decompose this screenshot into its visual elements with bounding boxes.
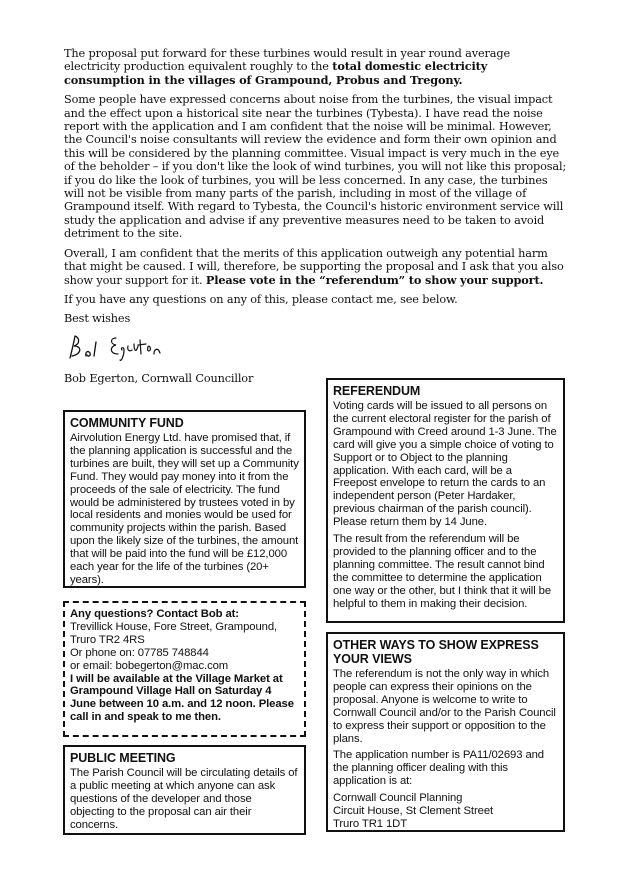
signature-image [66,332,569,366]
other-ways-text-1: The referendum is not the only way in which people can express their opinions on the proposal. Anyone is welcome to write to Cornwall Council and/or to the Parish Council to express their support or opposition to the plans. [333,668,556,745]
emphasis-vote: Please vote in the “referendum” to show your support. [205,272,544,287]
letter-paragraph-questions: If you have any questions on any of this, please contact me, see below. [64,292,458,306]
community-fund-box [63,410,306,588]
dashed-border-left [63,601,65,737]
dashed-border-bottom [63,735,306,737]
dashed-border-right [304,601,306,737]
letter-paragraph-concerns: Some people have expressed concerns about noise from the turbines, the visual impact and the effect upon a historical site near the turbines (Tybesta). I have read the noise report with the application and I am confident that the noise will be minimal. However, the Council's noise consultants will review the evidence and form their own opinion and this will be considered by the planning committee. Visual impact is very much in the eye of the beholder – if you don't like the look of wind turbines, you will not like this proposal; if you do like the look of turbines, you will be less concerned. In any case, the turbines will not be visible from many parts of the parish, including in most of the village of Grampound itself. With regard to Tybesta, the Council's historic environment service will study the application and advise if any preventive measures need to be taken to avoid detriment to the site. [64,93,567,241]
letter-paragraph-output: The proposal put forward for these turbines would result in year round average electricity production equivalent roughly to the total domestic electricity consumption in the villages of Grampound, Probus and Tregony. [64,47,510,87]
community-fund-title: COMMUNITY FUND [70,416,184,430]
planning-address-line-1: Cornwall Council Planning [333,792,463,805]
letter-closing: Best wishes [64,312,131,326]
public-meeting-text: The Parish Council will be circulating details of a public meeting at which anyone can ask questions of the developer and those objecting to the proposal can air their concerns. [70,767,298,831]
contact-market-note: I will be available at the Village Market at Grampound Village Hall on Saturday 4 June between 10 a.m. and 12 noon. Please call in and speak to me then. [70,672,294,724]
contact-email: or email: bobegerton@mac.com [70,659,229,672]
other-ways-text-2: The application number is PA11/02693 and the planning officer dealing with this application is at: [333,749,544,788]
emphasis-consumption: total domestic electricity consumption in the villages of Grampound, Probus and Tregony. [64,59,488,87]
signature-icon [66,332,186,366]
contact-box [63,601,306,737]
public-meeting-title: PUBLIC MEETING [70,751,176,765]
community-fund-text: Airvolution Energy Ltd. have promised that, if the planning application is successful and the turbines are built, they will set up a Community Fund. They would pay money into it from the proceeds of the sale of electricity. The fund would be administered by trustees voted in by local residents and monies would be used for community projects within the parish. Based upon the likely size of the turbines, the amount that will be paid into the fund will be £12,000 each year for the life of the turbines (20+ years). [70,432,299,586]
public-meeting-box [63,745,306,835]
referendum-title: REFERENDUM [333,384,421,398]
letter-paragraph-conclusion: Overall, I am confident that the merits of this application outweigh any potential harm that might be caused. I will, therefore, be supporting the proposal and I ask that you also show your support for it. Please vote in the “referendum” to show your support. [64,246,564,287]
planning-address-line-3: Truro TR1 1DT [333,817,408,830]
contact-address-line-1: Trevillick House, Fore Street, Grampound, [70,620,278,633]
referendum-box [326,378,565,623]
other-ways-box [326,632,565,832]
contact-address-line-2: Truro TR2 4RS [70,633,145,646]
planning-address-line-2: Circuit House, St Clement Street [333,805,494,818]
dashed-border-top [63,601,306,603]
letter-body [64,47,569,391]
contact-phone: Or phone on: 07785 748844 [70,646,209,659]
referendum-text-1: Voting cards will be issued to all persons on the current electoral register for the parish of Grampound with Creed around 1-3 June. The card will give you a simple choice of voting to Support or to Object to the planning application. With each card, will be a Freepost envelope to return the cards to an independent person (Peter Hardaker, previous chairman of the parish council). Please return them by 14 June. [333,400,557,529]
signer-name: Bob Egerton, Cornwall Councillor [64,371,254,385]
other-ways-title: OTHER WAYS TO SHOW EXPRESS YOUR VIEWS [333,638,539,666]
contact-title: Any questions? Contact Bob at: [70,608,239,620]
referendum-text-2: The result from the referendum will be provided to the planning officer and to the planning committee. The result cannot bind the committee to determine the application one way or the other, but I think that it will be helpful to them in making their decision. [333,533,552,610]
